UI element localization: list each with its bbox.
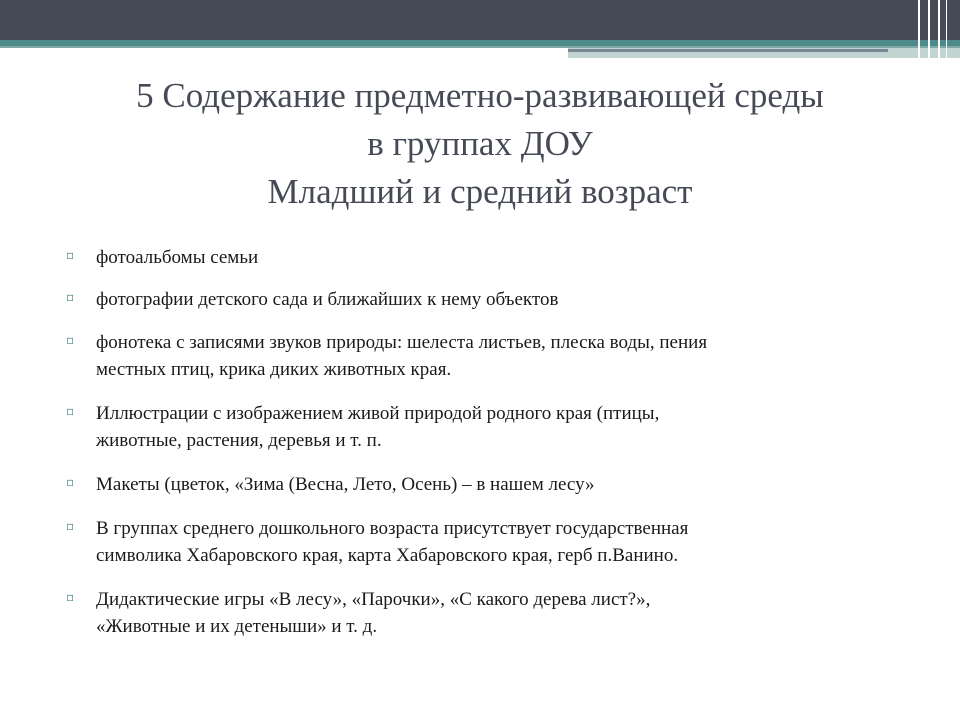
bullet-item-kindergarten-photos bbox=[66, 286, 886, 313]
bullet-text-line-1: Дидактические игры «В лесу», «Парочки», «С какого дерева лист?», bbox=[96, 589, 651, 610]
bullet-text-line-1: Иллюстрации с изображением живой природой родного края (птицы, bbox=[96, 403, 660, 424]
slide-title-line-1: 5 Содержание предметно-развивающей среды bbox=[136, 76, 824, 115]
bullet-marker-icon: ▫ bbox=[66, 590, 75, 604]
bullet-list bbox=[66, 244, 886, 640]
bullet-item-illustrations bbox=[66, 400, 886, 454]
slide-title-line-3: Младший и средний возраст bbox=[267, 172, 693, 211]
header-grey-line bbox=[568, 49, 888, 52]
bullet-text-line-2: животные, растения, деревья и т. п. bbox=[96, 430, 382, 451]
bullet-marker-icon: ▫ bbox=[66, 333, 75, 347]
bullet-text-line-1: В группах среднего дошкольного возраста присутствует государственная bbox=[96, 518, 689, 539]
bullet-text: фотографии детского сада и ближайших к нему объектов bbox=[96, 289, 559, 310]
bullet-marker-icon: ▫ bbox=[66, 519, 75, 533]
slide-title-line-2: в группах ДОУ bbox=[367, 124, 593, 163]
bullet-marker-icon: ▫ bbox=[66, 475, 75, 489]
header-band-dark bbox=[0, 0, 960, 40]
bullet-item-state-symbols bbox=[66, 515, 886, 569]
bullet-item-sound-library bbox=[66, 329, 886, 383]
header-vertical-stripe bbox=[946, 0, 947, 64]
bullet-item-photo-albums bbox=[66, 244, 886, 271]
header-vertical-stripe bbox=[918, 0, 920, 64]
bullet-marker-icon: ▫ bbox=[66, 248, 75, 262]
bullet-text-line-2: символика Хабаровского края, карта Хабаровского края, герб п.Ванино. bbox=[96, 545, 679, 566]
bullet-text-line-1: фонотека с записями звуков природы: шелеста листьев, плеска воды, пения bbox=[96, 332, 708, 353]
bullet-text-line-2: «Животные и их детеныши» и т. д. bbox=[96, 616, 378, 637]
header-vertical-stripe bbox=[928, 0, 930, 64]
bullet-text-line-2: местных птиц, крика диких животных края. bbox=[96, 359, 452, 380]
bullet-marker-icon: ▫ bbox=[66, 404, 75, 418]
bullet-text: фотоальбомы семьи bbox=[96, 247, 259, 268]
bullet-text: Макеты (цветок, «Зима (Весна, Лето, Осень) – в нашем лесу» bbox=[96, 474, 595, 495]
bullet-item-models bbox=[66, 471, 886, 498]
bullet-marker-icon: ▫ bbox=[66, 290, 75, 304]
bullet-item-didactic-games bbox=[66, 586, 886, 640]
header-vertical-stripe bbox=[938, 0, 940, 64]
slide-title bbox=[40, 72, 920, 216]
